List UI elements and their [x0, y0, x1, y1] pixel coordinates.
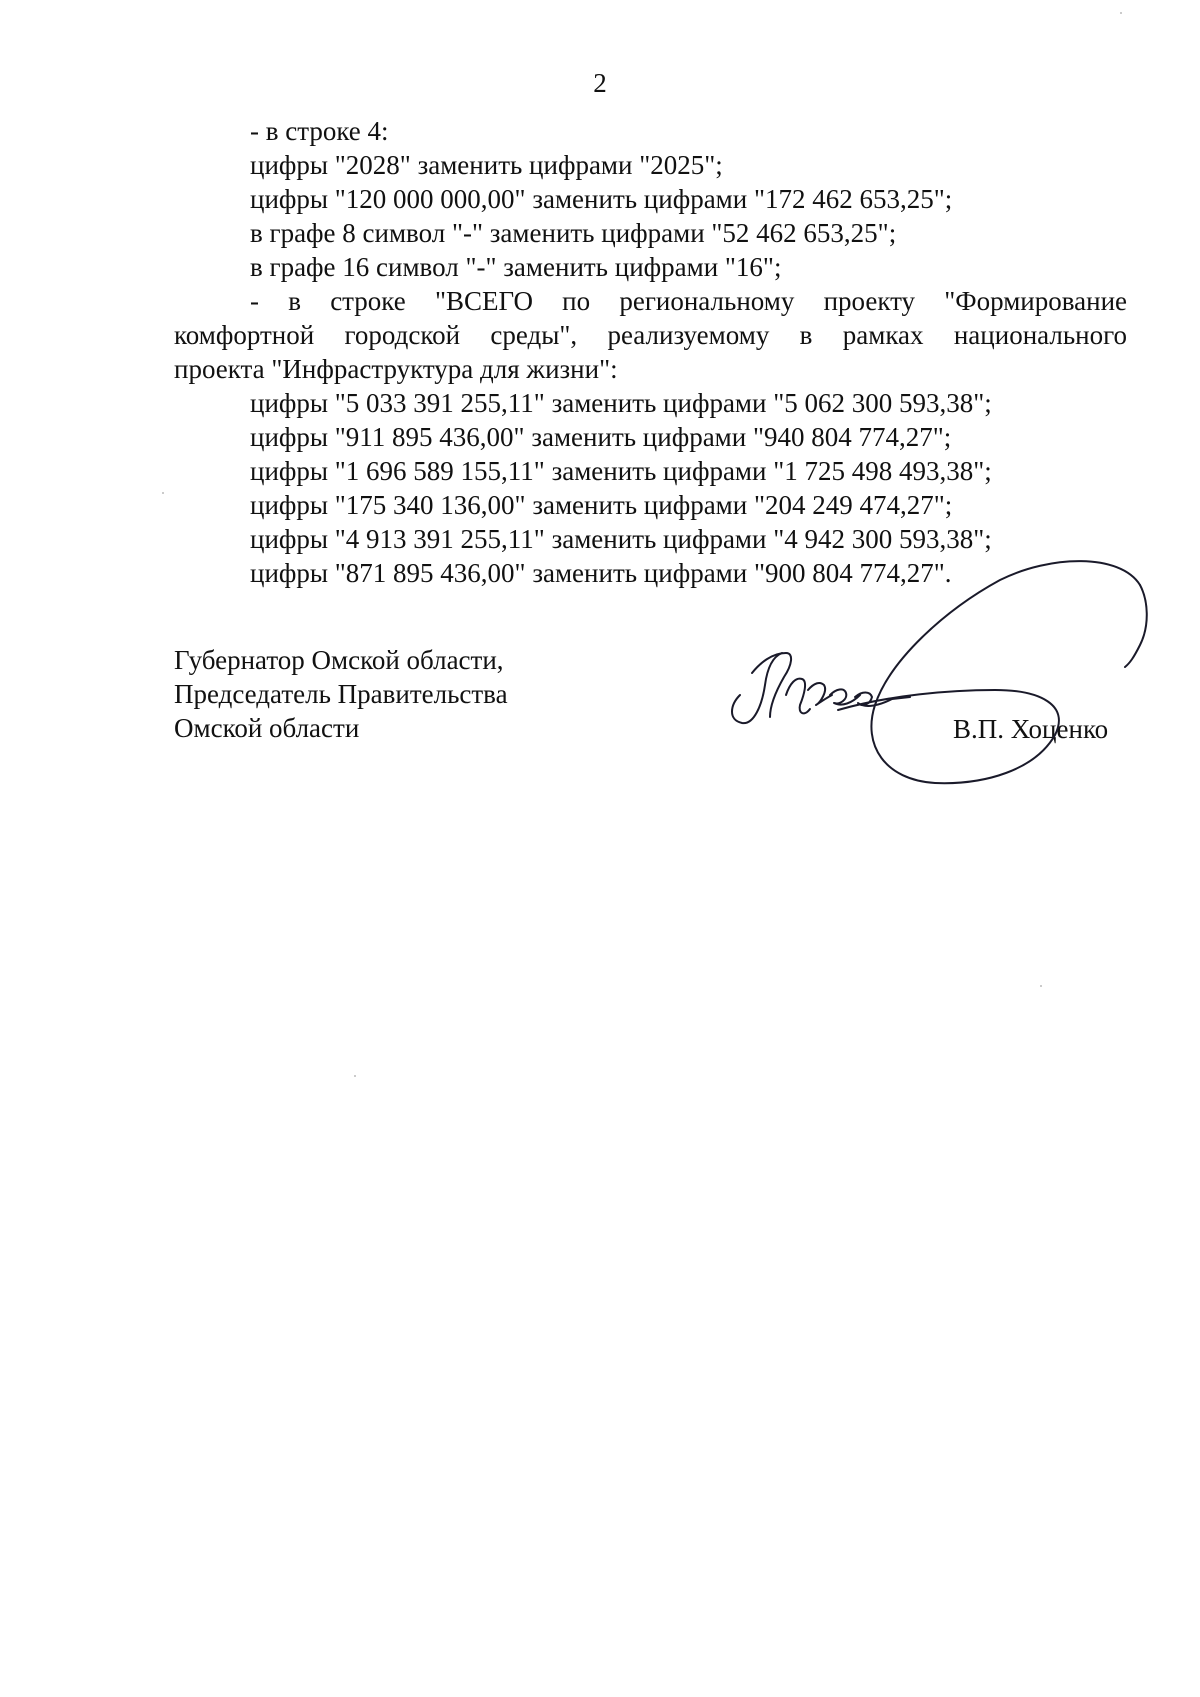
text-line-column-8: в графе 8 символ "-" заменить цифрами "52 462 653,25"; — [250, 218, 897, 248]
signer-position — [174, 643, 508, 745]
scan-speck — [1040, 985, 1042, 987]
signer-position-line-2: Председатель Правительства — [174, 679, 508, 709]
scan-speck — [1120, 12, 1122, 14]
replacement-line-5: цифры "4 913 391 255,11" заменить цифрами "4 942 300 593,38"; — [250, 524, 992, 554]
document-body — [174, 114, 1127, 590]
scan-speck — [354, 1075, 356, 1077]
text-line-row-4: - в строке 4: — [250, 116, 389, 146]
replacement-line-1: цифры "5 033 391 255,11" заменить цифрами "5 062 300 593,38"; — [250, 388, 992, 418]
scan-speck — [162, 492, 164, 494]
page-number: 2 — [593, 68, 607, 98]
text-line-column-16: в графе 16 символ "-" заменить цифрами "16"; — [250, 252, 782, 282]
text-total-line-1: - в строке "ВСЕГО по региональному проекту "Формирование — [250, 286, 1127, 316]
text-total-line-3: проекта "Инфраструктура для жизни": — [174, 354, 618, 384]
replacement-line-6: цифры "871 895 436,00" заменить цифрами "900 804 774,27". — [250, 558, 952, 588]
text-line-120m: цифры "120 000 000,00" заменить цифрами "172 462 653,25"; — [250, 184, 953, 214]
replacement-line-3: цифры "1 696 589 155,11" заменить цифрами "1 725 498 493,38"; — [250, 456, 992, 486]
text-total-line-2: комфортной городской среды", реализуемому в рамках национального — [174, 320, 1127, 350]
signer-position-line-1: Губернатор Омской области, — [174, 645, 504, 675]
signer-name: В.П. Хоценко — [953, 714, 1109, 744]
signer-position-line-3: Омской области — [174, 713, 360, 743]
replacement-line-4: цифры "175 340 136,00" заменить цифрами "204 249 474,27"; — [250, 490, 953, 520]
replacement-line-2: цифры "911 895 436,00" заменить цифрами "940 804 774,27"; — [250, 422, 952, 452]
text-line-2028: цифры "2028" заменить цифрами "2025"; — [250, 150, 723, 180]
